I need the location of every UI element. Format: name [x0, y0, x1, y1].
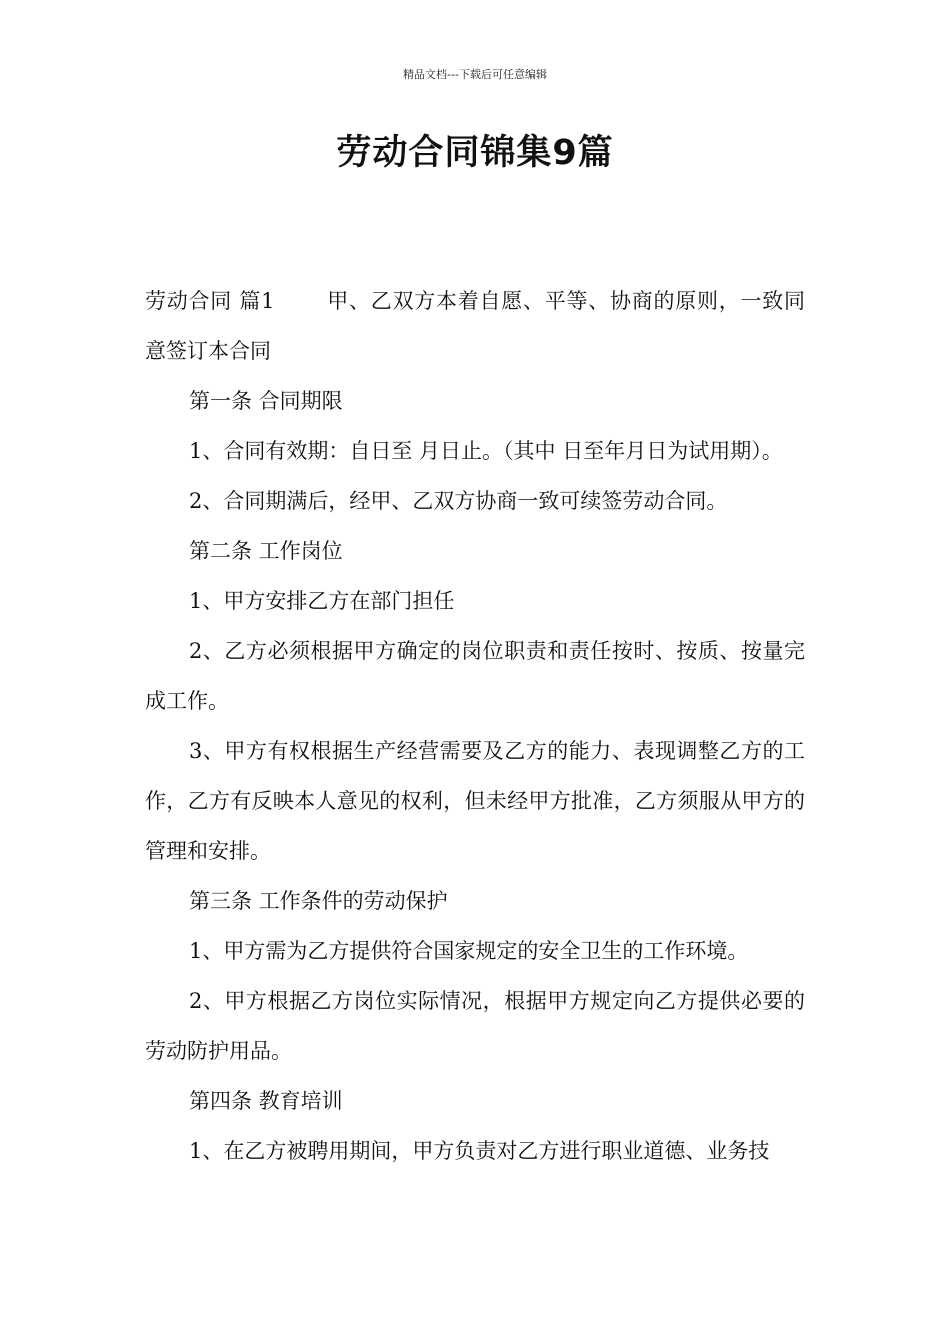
article-3-clause-1: 1、甲方需为乙方提供符合国家规定的安全卫生的工作环境。	[189, 939, 749, 963]
document-body	[145, 276, 805, 1176]
article-2-clause-1: 1、甲方安排乙方在部门担任	[189, 589, 455, 613]
article-3-heading: 第三条 工作条件的劳动保护	[189, 889, 448, 913]
article-1-heading: 第一条 合同期限	[189, 389, 343, 413]
article-1-clause-2: 2、合同期满后，经甲、乙双方协商一致可续签劳动合同。	[189, 489, 728, 513]
article-3-clause-2: 2、甲方根据乙方岗位实际情况，根据甲方规定向乙方提供必要的劳动防护用品。	[145, 989, 805, 1063]
article-4-heading: 第四条 教育培训	[189, 1089, 343, 1113]
article-2-clause-3: 3、甲方有权根据生产经营需要及乙方的能力、表现调整乙方的工作，乙方有反映本人意见的权利，但未经甲方批准，乙方须服从甲方的管理和安排。	[145, 739, 805, 863]
header-note: 精品文档---下载后可任意编辑	[403, 68, 547, 81]
article-2-clause-2: 2、乙方必须根据甲方确定的岗位职责和责任按时、按质、按量完成工作。	[145, 639, 805, 713]
intro-paragraph	[145, 276, 805, 376]
intro-heading: 劳动合同 篇1	[145, 289, 275, 313]
article-4-clause-1: 1、在乙方被聘用期间，甲方负责对乙方进行职业道德、业务技	[189, 1139, 770, 1163]
article-2-heading: 第二条 工作岗位	[189, 539, 343, 563]
article-1-clause-1: 1、合同有效期：自日至 月日止。（其中 日至年月日为试用期）。	[189, 439, 783, 463]
intro-text: 甲、乙双方本着自愿、平等、协商的原则，一致同意签订本合同	[145, 289, 805, 363]
document-title: 劳动合同锦集9篇	[336, 133, 614, 173]
